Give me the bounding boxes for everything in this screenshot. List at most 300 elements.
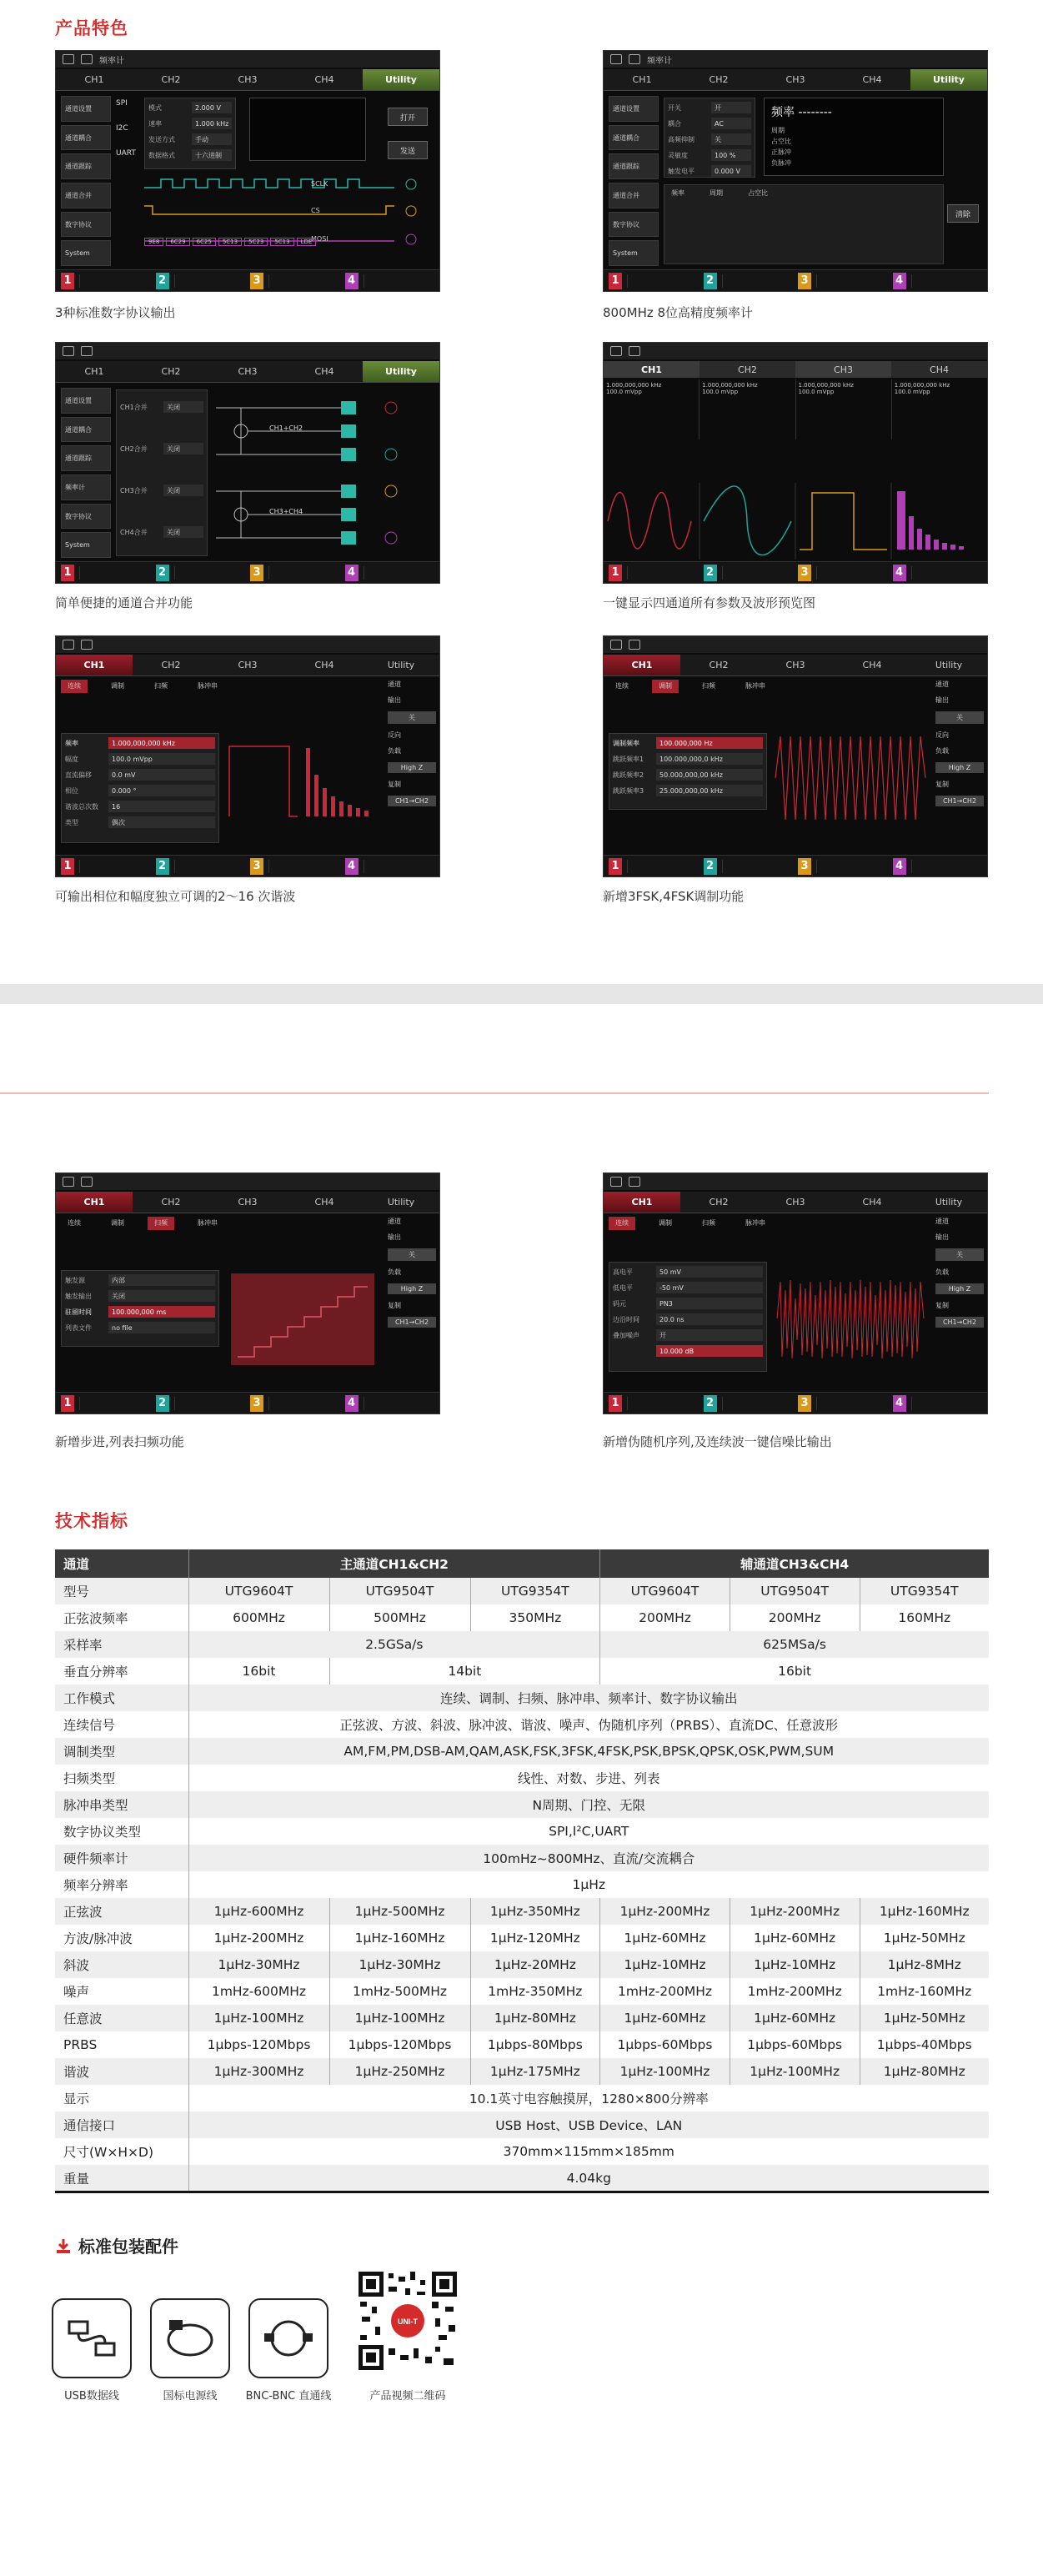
- menu-item[interactable]: 通道跟踪: [61, 153, 111, 179]
- param-key: 谐波总次数: [65, 802, 98, 811]
- spec-row: [55, 1658, 989, 1685]
- menu-item[interactable]: 通道设置: [61, 96, 111, 122]
- merge-value[interactable]: 关闭: [163, 485, 203, 496]
- spec-cell: 1μHz-30MHz: [188, 1951, 329, 1978]
- tab-utility[interactable]: Utility: [935, 660, 963, 670]
- copy-label: 复制: [388, 781, 401, 788]
- ch3-indicator[interactable]: 3: [250, 858, 263, 875]
- spec-table: [55, 1549, 989, 2192]
- param-value[interactable]: 手动: [192, 133, 232, 145]
- output-toggle[interactable]: 关: [388, 711, 436, 724]
- spec-cell: SPI,I²C,UART: [188, 1818, 989, 1845]
- spec-cell: UTG9504T: [730, 1578, 860, 1604]
- ch4-indicator[interactable]: 4: [893, 858, 906, 875]
- mode-sweep[interactable]: 扫频: [702, 1219, 715, 1227]
- tab-ch2[interactable]: CH2: [709, 1197, 729, 1208]
- menu-item[interactable]: 数字协议: [609, 212, 659, 238]
- mode-burst[interactable]: 脉冲串: [745, 682, 765, 690]
- ch4-indicator[interactable]: 4: [893, 273, 906, 289]
- menu-item[interactable]: 通道耦合: [609, 125, 659, 151]
- mode-modulation[interactable]: 调制: [111, 682, 124, 690]
- param-value[interactable]: 十六进制: [192, 149, 232, 161]
- load-select[interactable]: High Z: [935, 1283, 984, 1294]
- spec-cell: 正弦波、方波、斜波、脉冲波、谐波、噪声、伪随机序列（PRBS）、直流DC、任意波形: [188, 1711, 989, 1738]
- divider-line: [0, 1092, 989, 1094]
- param-value[interactable]: 100.000,000 Hz: [656, 737, 763, 749]
- spec-cell: 线性、对数、步进、列表: [188, 1765, 989, 1791]
- menu-item[interactable]: 通道耦合: [61, 417, 111, 443]
- ch1-indicator[interactable]: 1: [61, 565, 74, 581]
- mode-sweep[interactable]: 扫频: [702, 682, 715, 690]
- status-bar: [604, 636, 987, 653]
- spec-cell: 1mHz-350MHz: [470, 1978, 600, 2005]
- param-value[interactable]: 0.000 V: [711, 165, 751, 177]
- tab-ch3[interactable]: CH3: [238, 660, 258, 670]
- ch1-indicator[interactable]: 1: [609, 273, 622, 289]
- spec-row: [55, 2058, 989, 2085]
- ch2-indicator[interactable]: 2: [704, 565, 717, 581]
- data-cell: 5C13: [218, 238, 242, 246]
- param-value[interactable]: 16: [108, 801, 215, 812]
- param-value[interactable]: 开: [711, 102, 751, 113]
- spec-label: 硬件频率计: [55, 1845, 188, 1871]
- prbs-preview: [774, 1265, 929, 1373]
- invert-label: 反向: [388, 731, 401, 739]
- param-key: 触发输出: [65, 1292, 92, 1300]
- spec-cell: 1μbps-120Mbps: [329, 2031, 470, 2058]
- spec-cell: 350MHz: [470, 1604, 600, 1631]
- spec-row: [55, 1604, 989, 1631]
- mode-continuous[interactable]: 连续: [61, 680, 88, 693]
- sweep-params: [61, 1270, 219, 1347]
- menu-item[interactable]: 数字协议: [61, 212, 111, 238]
- ch-amplitude: 100.0 mVpp: [606, 389, 642, 395]
- screenshot-four-channel-overview: [603, 342, 988, 584]
- ch2-indicator[interactable]: 2: [156, 1395, 169, 1412]
- ch-amplitude: 100.0 mVpp: [894, 389, 930, 395]
- spec-cell: 16bit: [600, 1658, 989, 1685]
- package-header: [55, 2233, 178, 2257]
- spec-cell: 1μHz: [188, 1871, 989, 1898]
- spec-cell: 1mHz-500MHz: [329, 1978, 470, 2005]
- tab-ch4[interactable]: CH4: [314, 74, 334, 85]
- ch3-indicator[interactable]: 3: [250, 565, 263, 581]
- channel-bar: [604, 269, 987, 291]
- ch4-indicator[interactable]: 4: [345, 858, 359, 875]
- ch2-indicator[interactable]: 2: [704, 1395, 717, 1412]
- spec-cell: UTG9504T: [329, 1578, 470, 1604]
- channel-bar: [56, 855, 439, 876]
- param-value[interactable]: 25.000,000,00 kHz: [656, 785, 763, 796]
- ch-frequency: 1.000,000,000 kHz: [702, 382, 758, 389]
- ch3-indicator[interactable]: 3: [798, 273, 811, 289]
- spec-cell: 14bit: [329, 1658, 600, 1685]
- spec-cell: 500MHz: [329, 1604, 470, 1631]
- param-value[interactable]: 内部: [108, 1274, 215, 1286]
- channel-bar: [604, 561, 987, 583]
- clear-button[interactable]: 清除: [947, 204, 979, 223]
- param-key: 驻留时间: [65, 1308, 92, 1316]
- ch4-indicator[interactable]: 4: [345, 565, 359, 581]
- tab-utility[interactable]: Utility: [387, 1197, 415, 1208]
- param-value[interactable]: 20.0 ns: [656, 1313, 763, 1325]
- load-select[interactable]: High Z: [388, 762, 436, 773]
- param-value[interactable]: 偶次: [108, 816, 215, 828]
- spec-cell: 625MSa/s: [600, 1631, 989, 1658]
- mode-sweep[interactable]: 扫频: [154, 682, 168, 690]
- param-value[interactable]: 100 %: [711, 149, 751, 161]
- output-label: 输出: [935, 1233, 949, 1241]
- spec-cell: 2.5GSa/s: [188, 1631, 600, 1658]
- param-value[interactable]: 10.000 dB: [656, 1345, 763, 1357]
- ch2-indicator[interactable]: 2: [156, 273, 169, 289]
- ch1-indicator[interactable]: 1: [61, 1395, 74, 1412]
- send-button[interactable]: 发送: [388, 141, 428, 159]
- spec-cell: 1μbps-80Mbps: [470, 2031, 600, 2058]
- caption: 新增3FSK,4FSK调制功能: [603, 889, 745, 904]
- screenshot-digital-protocol: [55, 50, 440, 292]
- status-bar: [604, 1173, 987, 1190]
- param-value[interactable]: 50 mV: [656, 1266, 763, 1278]
- copy-button[interactable]: CH1→CH2: [388, 796, 436, 806]
- help-icon: [81, 54, 93, 64]
- spec-cell: 连续、调制、扫频、脉冲串、频率计、数字协议输出: [188, 1685, 989, 1711]
- data-cell: 9E8: [144, 238, 163, 246]
- spec-header-row: [55, 1549, 989, 1578]
- param-key: 调制频率: [613, 739, 639, 747]
- ch4-indicator[interactable]: 4: [893, 565, 906, 581]
- param-value[interactable]: 100.000,000 ms: [108, 1306, 215, 1318]
- spec-label: 脉冲串类型: [55, 1791, 188, 1818]
- spec-cell: 100mHz~800MHz、直流/交流耦合: [188, 1845, 989, 1871]
- spec-row: [55, 2138, 989, 2165]
- menu-item[interactable]: 通道耦合: [61, 125, 111, 151]
- home-icon: [63, 346, 74, 356]
- tab-ch4[interactable]: CH4: [314, 1197, 334, 1208]
- spec-cell: 1μHz-10MHz: [600, 1951, 730, 1978]
- spec-row: [55, 2165, 989, 2192]
- tab-ch4[interactable]: CH4: [314, 366, 334, 377]
- qr-code[interactable]: [355, 2268, 460, 2373]
- spec-cell: 1μHz-80MHz: [470, 2005, 600, 2031]
- ch1-indicator[interactable]: 1: [609, 858, 622, 875]
- spec-label: 频率分辨率: [63, 1878, 128, 1893]
- spec-cell: 200MHz: [730, 1604, 860, 1631]
- ch1-indicator[interactable]: 1: [61, 273, 74, 289]
- spec-cell: 1μHz-60MHz: [730, 1925, 860, 1951]
- fsk-params: [609, 733, 767, 810]
- tab-utility[interactable]: Utility: [935, 1197, 963, 1208]
- spec-row: [55, 1978, 989, 2005]
- menu-item[interactable]: System: [609, 240, 659, 266]
- ch1-indicator[interactable]: 1: [609, 565, 622, 581]
- param-value[interactable]: 2.000 V: [192, 102, 232, 113]
- tab-utility[interactable]: Utility: [363, 361, 439, 382]
- screenshot-prbs: [603, 1173, 988, 1414]
- param-value[interactable]: 0.000 °: [108, 785, 215, 796]
- spec-cell: 1μHz-100MHz: [188, 2005, 329, 2031]
- download-icon: [55, 2237, 72, 2254]
- ch3-indicator[interactable]: 3: [798, 1395, 811, 1412]
- output-toggle[interactable]: 关: [388, 1248, 436, 1261]
- output-toggle[interactable]: 关: [935, 711, 984, 724]
- menu-item[interactable]: System: [61, 532, 111, 558]
- spec-cell: 1μHz-50MHz: [860, 1925, 989, 1951]
- param-key: 相位: [65, 786, 78, 795]
- mode-continuous[interactable]: 连续: [615, 682, 629, 690]
- load-select[interactable]: High Z: [388, 1283, 436, 1294]
- ch2-indicator[interactable]: 2: [704, 273, 717, 289]
- ch4-indicator[interactable]: 4: [345, 1395, 359, 1412]
- merge-key: CH3合并: [120, 486, 148, 495]
- mode-sweep[interactable]: 扫频: [148, 1217, 174, 1230]
- spec-cell: 1μbps-40Mbps: [860, 2031, 989, 2058]
- accessory-label: USB数据线: [64, 2390, 119, 2403]
- tab-ch2[interactable]: CH2: [709, 74, 729, 85]
- tab-ch3[interactable]: CH3: [238, 366, 258, 377]
- screenshot-harmonic: [55, 635, 440, 877]
- tab-ch2[interactable]: CH2: [161, 366, 181, 377]
- spec-label: 数字协议类型: [63, 1825, 142, 1840]
- spec-cell: 1μHz-10MHz: [730, 1951, 860, 1978]
- param-key: 开关: [668, 103, 681, 112]
- param-key: 高频抑制: [668, 135, 694, 143]
- spec-label: 型号: [55, 1578, 188, 1604]
- overview-header-ch1[interactable]: CH1: [604, 361, 700, 378]
- merge-value[interactable]: 关闭: [163, 526, 203, 538]
- menu-item[interactable]: 通道合并: [609, 183, 659, 208]
- spec-cell: 1μHz-250MHz: [329, 2058, 470, 2085]
- tab-ch4[interactable]: CH4: [862, 1197, 882, 1208]
- data-cell: 6C29: [166, 238, 189, 246]
- ch2-indicator[interactable]: 2: [156, 858, 169, 875]
- param-key: 频率: [65, 739, 78, 747]
- usb-cable-icon: [63, 2313, 121, 2363]
- tab-ch2[interactable]: CH2: [709, 660, 729, 670]
- spi-label[interactable]: SPI: [116, 99, 128, 108]
- ch1-indicator[interactable]: 1: [609, 1395, 622, 1412]
- spec-cell: 1μHz-30MHz: [329, 1951, 470, 1978]
- ch4-indicator[interactable]: 4: [893, 1395, 906, 1412]
- mode-burst[interactable]: 脉冲串: [198, 682, 218, 690]
- ch3-indicator[interactable]: 3: [798, 858, 811, 875]
- spec-label: 显示: [63, 2091, 90, 2106]
- spec-row: [55, 1578, 989, 1604]
- tab-ch3[interactable]: CH3: [785, 660, 805, 670]
- screenshot-fsk: [603, 635, 988, 877]
- counter-params: [664, 98, 755, 178]
- mode-burst[interactable]: 脉冲串: [745, 1219, 765, 1227]
- merge-key: CH2合并: [120, 444, 148, 453]
- mode-burst[interactable]: 脉冲串: [198, 1219, 218, 1227]
- menu-item[interactable]: 通道合并: [61, 183, 111, 208]
- param-value[interactable]: 100.0 mVpp: [108, 753, 215, 765]
- load-label: 负载: [388, 747, 401, 755]
- param-key: 叠加噪声: [613, 1331, 639, 1339]
- overview-header-ch2[interactable]: CH2: [700, 361, 795, 378]
- menu-item[interactable]: 通道设置: [609, 96, 659, 122]
- tab-ch2[interactable]: CH2: [161, 74, 181, 85]
- channel-bar: [56, 1392, 439, 1414]
- tab-utility[interactable]: Utility: [363, 69, 439, 90]
- menu-item[interactable]: 频率计: [61, 475, 111, 500]
- mode-modulation[interactable]: 调制: [659, 1219, 672, 1227]
- home-icon: [610, 640, 622, 650]
- spec-header-label: 通道: [55, 1549, 188, 1578]
- data-cell: 6C25: [193, 238, 216, 246]
- spec-cell: 1mHz-600MHz: [188, 1978, 329, 2005]
- menu-item[interactable]: 通道设置: [61, 388, 111, 414]
- ch3-indicator[interactable]: 3: [250, 1395, 263, 1412]
- spec-cell: 1μHz-60MHz: [730, 2005, 860, 2031]
- merge-value[interactable]: 关闭: [163, 401, 203, 413]
- help-icon: [81, 1177, 93, 1187]
- menu-item[interactable]: 通道跟踪: [61, 445, 111, 471]
- power-cable-icon: [161, 2313, 219, 2363]
- ch3-indicator[interactable]: 3: [798, 565, 811, 581]
- tab-ch2[interactable]: CH2: [161, 660, 181, 670]
- tab-ch1[interactable]: CH1: [56, 1192, 133, 1213]
- param-value[interactable]: 50.000,000,00 kHz: [656, 769, 763, 781]
- help-icon: [81, 346, 93, 356]
- merge-key: CH4合并: [120, 528, 148, 536]
- spec-bottom-line: [55, 2191, 989, 2193]
- screenshot-frequency-counter: [603, 50, 988, 292]
- ch2-indicator[interactable]: 2: [704, 858, 717, 875]
- menu-item[interactable]: 数字协议: [61, 504, 111, 530]
- power-cable-image: [150, 2298, 230, 2378]
- bnc-cable-icon: [259, 2313, 318, 2363]
- param-value[interactable]: 开: [656, 1329, 763, 1341]
- output-label: 输出: [388, 696, 401, 704]
- mode-modulation[interactable]: 调制: [111, 1219, 124, 1227]
- menu-item[interactable]: 通道跟踪: [609, 153, 659, 179]
- tab-ch4[interactable]: CH4: [862, 74, 882, 85]
- param-value[interactable]: 1.000,000,000 kHz: [108, 737, 215, 749]
- spec-label: 任意波: [55, 2005, 188, 2031]
- load-select[interactable]: High Z: [935, 762, 984, 773]
- counter-label: 频率计: [647, 56, 672, 66]
- home-icon: [610, 54, 622, 64]
- param-value[interactable]: 100.000,000,0 kHz: [656, 753, 763, 765]
- spec-cell: 1μbps-120Mbps: [188, 2031, 329, 2058]
- tab-ch1[interactable]: CH1: [56, 655, 133, 675]
- copy-button[interactable]: CH1→CH2: [935, 1317, 984, 1328]
- spec-cell: 370mm×115mm×185mm: [188, 2138, 989, 2165]
- merge-value[interactable]: 关闭: [163, 443, 203, 454]
- tab-ch4[interactable]: CH4: [862, 660, 882, 670]
- caption: 一键显示四通道所有参数及波形预览图: [603, 595, 816, 610]
- table-header: 占空比: [748, 189, 768, 197]
- harmonic-preview: [223, 733, 389, 843]
- spec-label: 工作模式: [55, 1685, 188, 1711]
- prbs-params: [609, 1262, 767, 1372]
- tab-ch4[interactable]: CH4: [314, 660, 334, 670]
- tab-ch1[interactable]: CH1: [84, 366, 104, 377]
- param-value[interactable]: PN3: [656, 1298, 763, 1309]
- param-value[interactable]: no file: [108, 1322, 215, 1333]
- uart-label[interactable]: UART: [116, 149, 136, 158]
- spec-cell: 1μHz-160MHz: [860, 1898, 989, 1925]
- ch-frequency: 1.000,000,000 kHz: [798, 382, 854, 389]
- open-button[interactable]: 打开: [388, 108, 428, 126]
- utility-menu: [61, 96, 111, 266]
- usb-cable-image: [52, 2298, 132, 2378]
- load-label: 负载: [935, 1268, 949, 1276]
- spec-cell: 1mHz-200MHz: [730, 1978, 860, 2005]
- tab-ch1[interactable]: CH1: [84, 74, 104, 85]
- tab-utility[interactable]: Utility: [387, 660, 415, 670]
- spec-label: 谐波: [55, 2058, 188, 2085]
- channel-label: 通道: [935, 680, 949, 688]
- copy-button[interactable]: CH1→CH2: [935, 796, 984, 806]
- mode-continuous[interactable]: 连续: [68, 1219, 81, 1227]
- ch2-indicator[interactable]: 2: [156, 565, 169, 581]
- tab-ch3[interactable]: CH3: [785, 1197, 805, 1208]
- output-label: 输出: [935, 696, 949, 704]
- spec-cell: 1μHz-80MHz: [860, 2058, 989, 2085]
- spec-cell: 1μHz-100MHz: [730, 2058, 860, 2085]
- home-icon: [63, 1177, 74, 1187]
- spec-cell: 1μHz-200MHz: [188, 1925, 329, 1951]
- spec-row: [55, 1925, 989, 1951]
- ch4-indicator[interactable]: 4: [345, 273, 359, 289]
- param-value[interactable]: 关闭: [108, 1290, 215, 1302]
- tab-ch1[interactable]: CH1: [632, 74, 652, 85]
- mode-modulation[interactable]: 调制: [652, 680, 679, 693]
- data-cells: [144, 238, 316, 246]
- tab-ch1[interactable]: CH1: [604, 655, 680, 675]
- overview-header-ch3[interactable]: CH3: [795, 361, 891, 378]
- tab-ch3[interactable]: CH3: [785, 74, 805, 85]
- ch1-indicator[interactable]: 1: [61, 858, 74, 875]
- param-value[interactable]: AC: [711, 118, 751, 129]
- qr-logo-text: UNI-T: [398, 2317, 418, 2326]
- param-key: 数据格式: [148, 151, 175, 159]
- tab-utility[interactable]: Utility: [910, 69, 987, 90]
- status-bar: [604, 51, 987, 68]
- status-bar: [56, 51, 439, 68]
- help-icon: [629, 54, 640, 64]
- spec-cell: 200MHz: [600, 1604, 730, 1631]
- param-value[interactable]: 1.000 kHz: [192, 118, 232, 129]
- tab-ch2[interactable]: CH2: [161, 1197, 181, 1208]
- overview-header-ch4[interactable]: CH4: [891, 361, 987, 378]
- menu-item[interactable]: System: [61, 240, 111, 266]
- output-toggle[interactable]: 关: [935, 1248, 984, 1261]
- spec-cell: 1μHz-200MHz: [730, 1898, 860, 1925]
- tab-ch1[interactable]: CH1: [604, 1192, 680, 1213]
- spec-cell: UTG9354T: [470, 1578, 600, 1604]
- spec-row: [55, 1871, 989, 1898]
- mode-continuous[interactable]: 连续: [609, 1217, 635, 1230]
- copy-button[interactable]: CH1→CH2: [388, 1317, 436, 1328]
- merge-key: CH1合并: [120, 403, 148, 411]
- param-value[interactable]: -50 mV: [656, 1282, 763, 1293]
- param-value[interactable]: 关: [711, 133, 751, 145]
- caption: 简单便捷的通道合并功能: [55, 595, 193, 610]
- help-icon: [81, 640, 93, 650]
- invert-label: 反向: [935, 731, 949, 739]
- spec-cell: 1μHz-100MHz: [600, 2058, 730, 2085]
- i2c-label[interactable]: I2C: [116, 124, 128, 133]
- ch-frequency: 1.000,000,000 kHz: [606, 382, 662, 389]
- data-cell: 5C23: [244, 238, 268, 246]
- tab-ch3[interactable]: CH3: [238, 74, 258, 85]
- ch3-indicator[interactable]: 3: [250, 273, 263, 289]
- tab-ch3[interactable]: CH3: [238, 1197, 258, 1208]
- param-value[interactable]: 0.0 mV: [108, 769, 215, 781]
